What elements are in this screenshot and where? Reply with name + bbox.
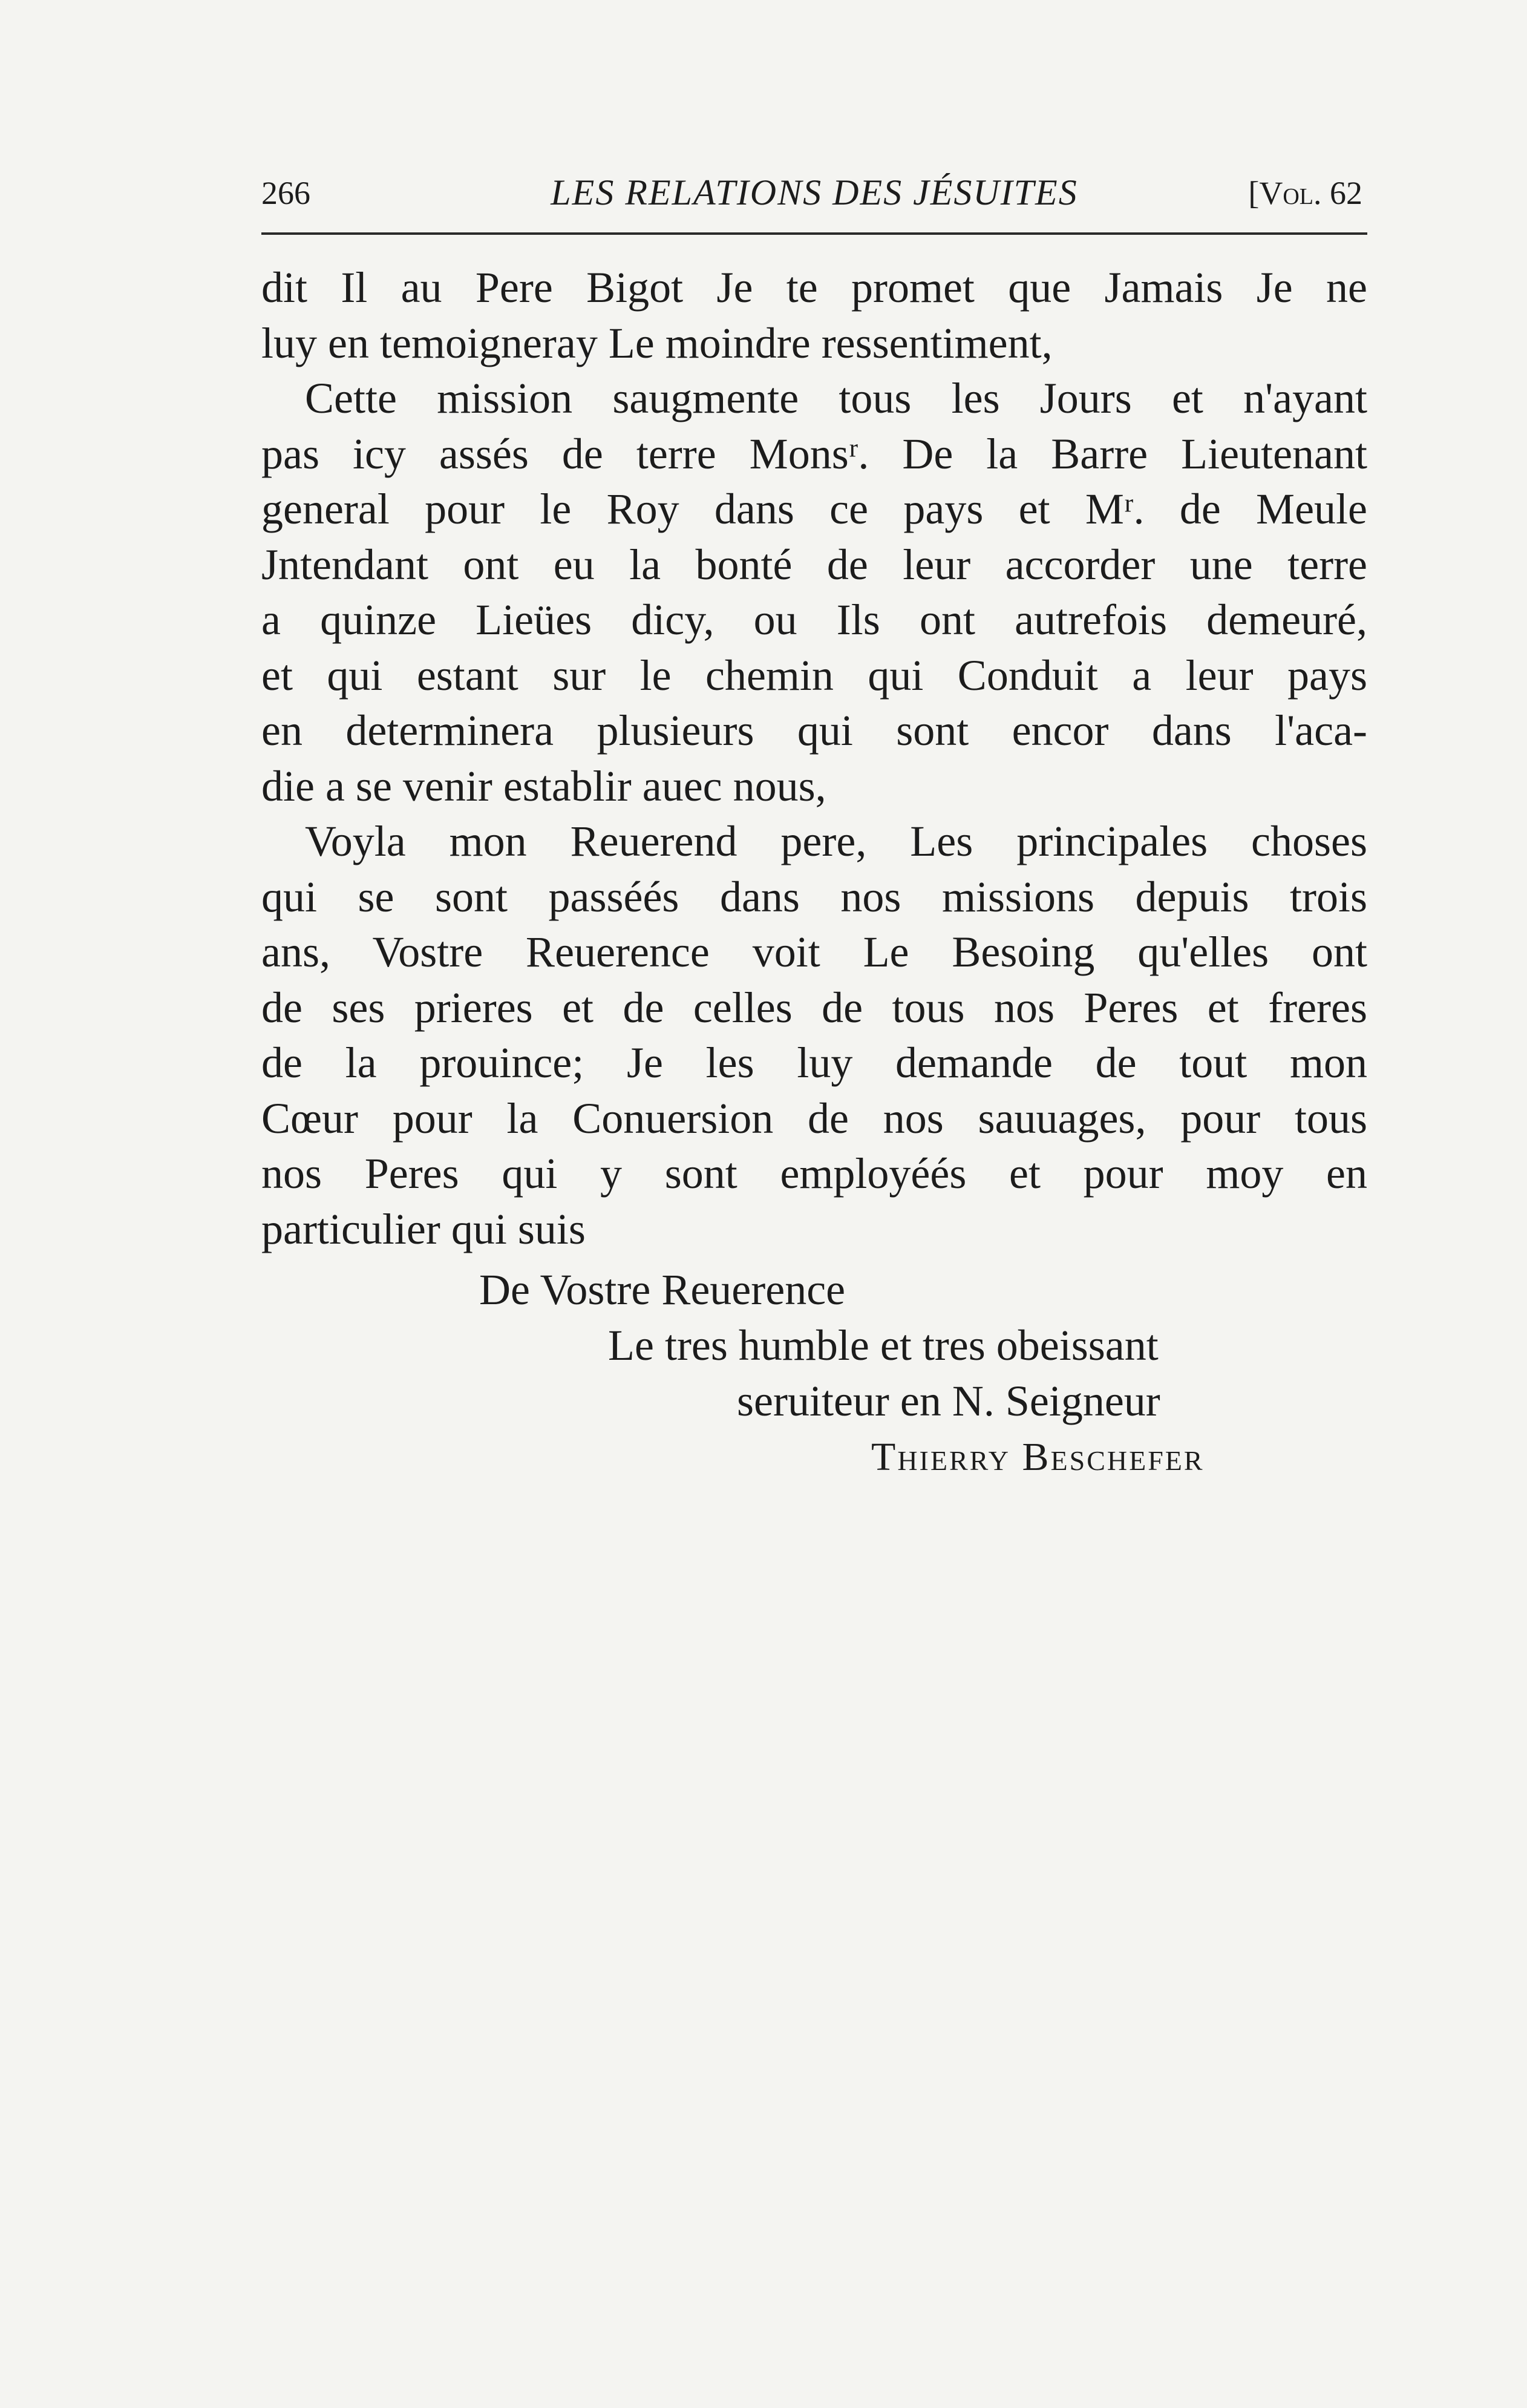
text-line: de ses prieres et de celles de tous nos Peres et freres xyxy=(261,983,1367,1032)
closing-line: seruiteur en N. Seigneur xyxy=(737,1377,1160,1425)
signature: Thierry Beschefer xyxy=(871,1435,1205,1479)
closing-line: Le tres humble et tres obeissant xyxy=(608,1321,1159,1370)
text-line: die a se venir establir auec nous, xyxy=(261,761,826,810)
text-line: pas icy assés de terre Monsʳ. De la Barre Lieutenant xyxy=(261,429,1367,478)
body-text xyxy=(261,260,1367,1257)
text-line: a quinze Lieües dicy, ou Ils ont autrefois demeuré, xyxy=(261,595,1367,644)
text-line: nos Peres qui y sont employéés et pour moy en xyxy=(261,1149,1367,1198)
page-number: 266 xyxy=(261,175,310,211)
text-line: Jntendant ont eu la bonté de leur accorder une terre xyxy=(261,540,1367,589)
text-line: Voyla mon Reuerend pere, Les principales choses xyxy=(305,817,1367,865)
text-line: qui se sont passéés dans nos missions depuis trois xyxy=(261,872,1367,921)
text-line: luy en temoigneray Le moindre ressentiment, xyxy=(261,318,1053,367)
text-line: ans, Vostre Reuerence voit Le Besoing qu'elles ont xyxy=(261,928,1367,976)
text-line: en determinera plusieurs qui sont encor dans l'aca- xyxy=(261,706,1367,755)
text-line: Cette mission saugmente tous les Jours et n'ayant xyxy=(305,374,1367,422)
text-line: particulier qui suis xyxy=(261,1204,586,1253)
text-line: dit Il au Pere Bigot Je te promet que Jamais Je ne xyxy=(261,263,1367,312)
text-line: Cœur pour la Conuersion de nos sauuages, pour tous xyxy=(261,1094,1367,1143)
text-line: et qui estant sur le chemin qui Conduit a leur pays xyxy=(261,651,1367,700)
running-title: LES RELATIONS DES JÉSUITES xyxy=(551,172,1078,212)
running-head xyxy=(261,163,1367,218)
header-rule xyxy=(261,232,1367,235)
volume-label: [Vol. 62 xyxy=(1248,175,1362,211)
text-line: de la prouince; Je les luy demande de tout mon xyxy=(261,1038,1367,1087)
text-line: general pour le Roy dans ce pays et Mʳ. de Meule xyxy=(261,485,1367,533)
closing-salutation: De Vostre Reuerence xyxy=(479,1265,846,1314)
